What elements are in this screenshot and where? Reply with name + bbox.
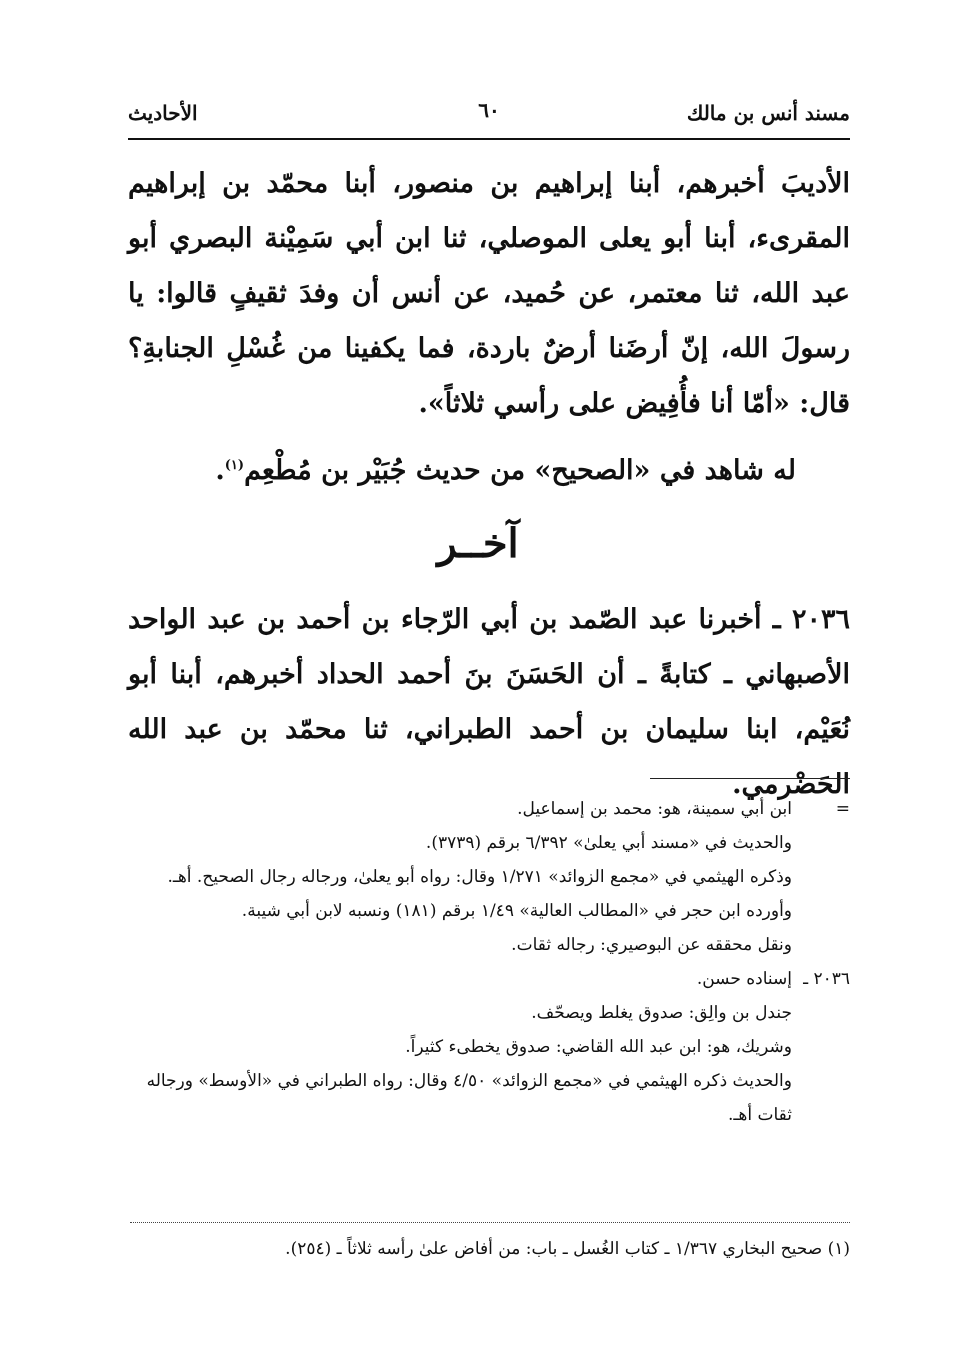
note-line: إسناده حسن.	[696, 969, 792, 989]
section-name: الأحاديث	[128, 101, 198, 125]
note-line: والحديث في «مسند أبي يعلىٰ» ٦/٣٩٢ برقم (٣٧٣٩).	[425, 833, 792, 853]
section-title: آخــر	[437, 520, 519, 567]
continuation-body	[128, 792, 792, 962]
continuation-mark: =	[835, 799, 850, 819]
shahid-end: .	[215, 455, 225, 486]
running-header	[128, 96, 850, 130]
hadith-note-body	[128, 962, 792, 1132]
header-divider	[128, 138, 850, 140]
footnote: (١) صحيح البخاري ١/٣٦٧ ـ كتاب الغُسل ـ باب: من أفاض علىٰ رأسه ثلاثاً ـ (٢٥٤).	[285, 1239, 850, 1259]
commentary-notes	[128, 792, 850, 1132]
shahid-text: له شاهد في «الصحيح» من حديث جُبَيْر بن مُطْعِم	[244, 455, 796, 486]
shahid-line	[128, 438, 796, 498]
note-line: والحديث ذكره الهيثمي في «مجمع الزوائد» ٤/٥٠ وقال: رواه الطبراني في «الأوسط» ورجاله ثقات أهـ.	[146, 1071, 792, 1125]
page-number: ٦٠	[478, 98, 500, 122]
hadith-paragraph	[128, 592, 850, 812]
note-continuation	[128, 792, 850, 962]
note-line: وشريك، هو: ابن عبد الله القاضي: صدوق يخطىء كثيراً.	[405, 1037, 792, 1057]
hadith-text: ٢٠٣٦ ـ أخبرنا عبد الصّمد بن أبي الرّجاء بن أحمد بن عبد الواحد الأصبهاني ـ كتابةً ـ أن الحَسَنَ بنَ أحمد الحداد أخبرهم، أبنا أبو نُعَيْم، ابنا سليمان بن أحمد الطبراني، ثنا محمّد بن عبد الله الحَضْرمي.	[128, 604, 850, 800]
note-line: ونقل محققه عن البوصيري: رجاله ثقات.	[511, 935, 792, 955]
note-line: وأورده ابن حجر في «المطالب العالية» ١/٤٩ برقم (١٨١) ونسبه لابن أبي شيبة.	[241, 901, 792, 921]
main-paragraph	[128, 156, 850, 431]
footnote-ref: (١)	[224, 458, 245, 473]
note-line: جندل بن والِق: صدوق يغلط ويصحّف.	[531, 1003, 792, 1023]
note-hadith-2036	[128, 962, 850, 1132]
notes-divider	[650, 778, 850, 779]
paragraph-text: الأديبَ أخبرهم، أبنا إبراهيم بن منصور، أبنا محمّد بن إبراهيم المقرىء، أبنا أبو يعلى الموصلي، ثنا ابن أبي سَمِيْنة البصري أبو عبد الله، ثنا معتمر، عن حُميد، عن أنس أن وفدَ ثقيفٍ قالوا: يا رسولَ الله، إنّ أرضَنا أرضٌ باردة، فما يكفينا من غُسْلِ الجنابةِ؟ قال: «أمّا أنا فأُفِيض على رأسي ثلاثاً».	[128, 168, 850, 419]
note-line: ابن أبي سمينة، هو: محمد بن إسماعيل.	[517, 799, 792, 819]
hadith-note-number: ٢٠٣٦ ـ	[803, 969, 850, 989]
footnote-divider	[130, 1222, 850, 1223]
note-line: وذكره الهيثمي في «مجمع الزوائد» ١/٢٧١ وقال: رواه أبو يعلىٰ، ورجاله رجال الصحيح. أهـ.	[167, 867, 792, 887]
book-title: مسند أنس بن مالك	[686, 101, 850, 125]
